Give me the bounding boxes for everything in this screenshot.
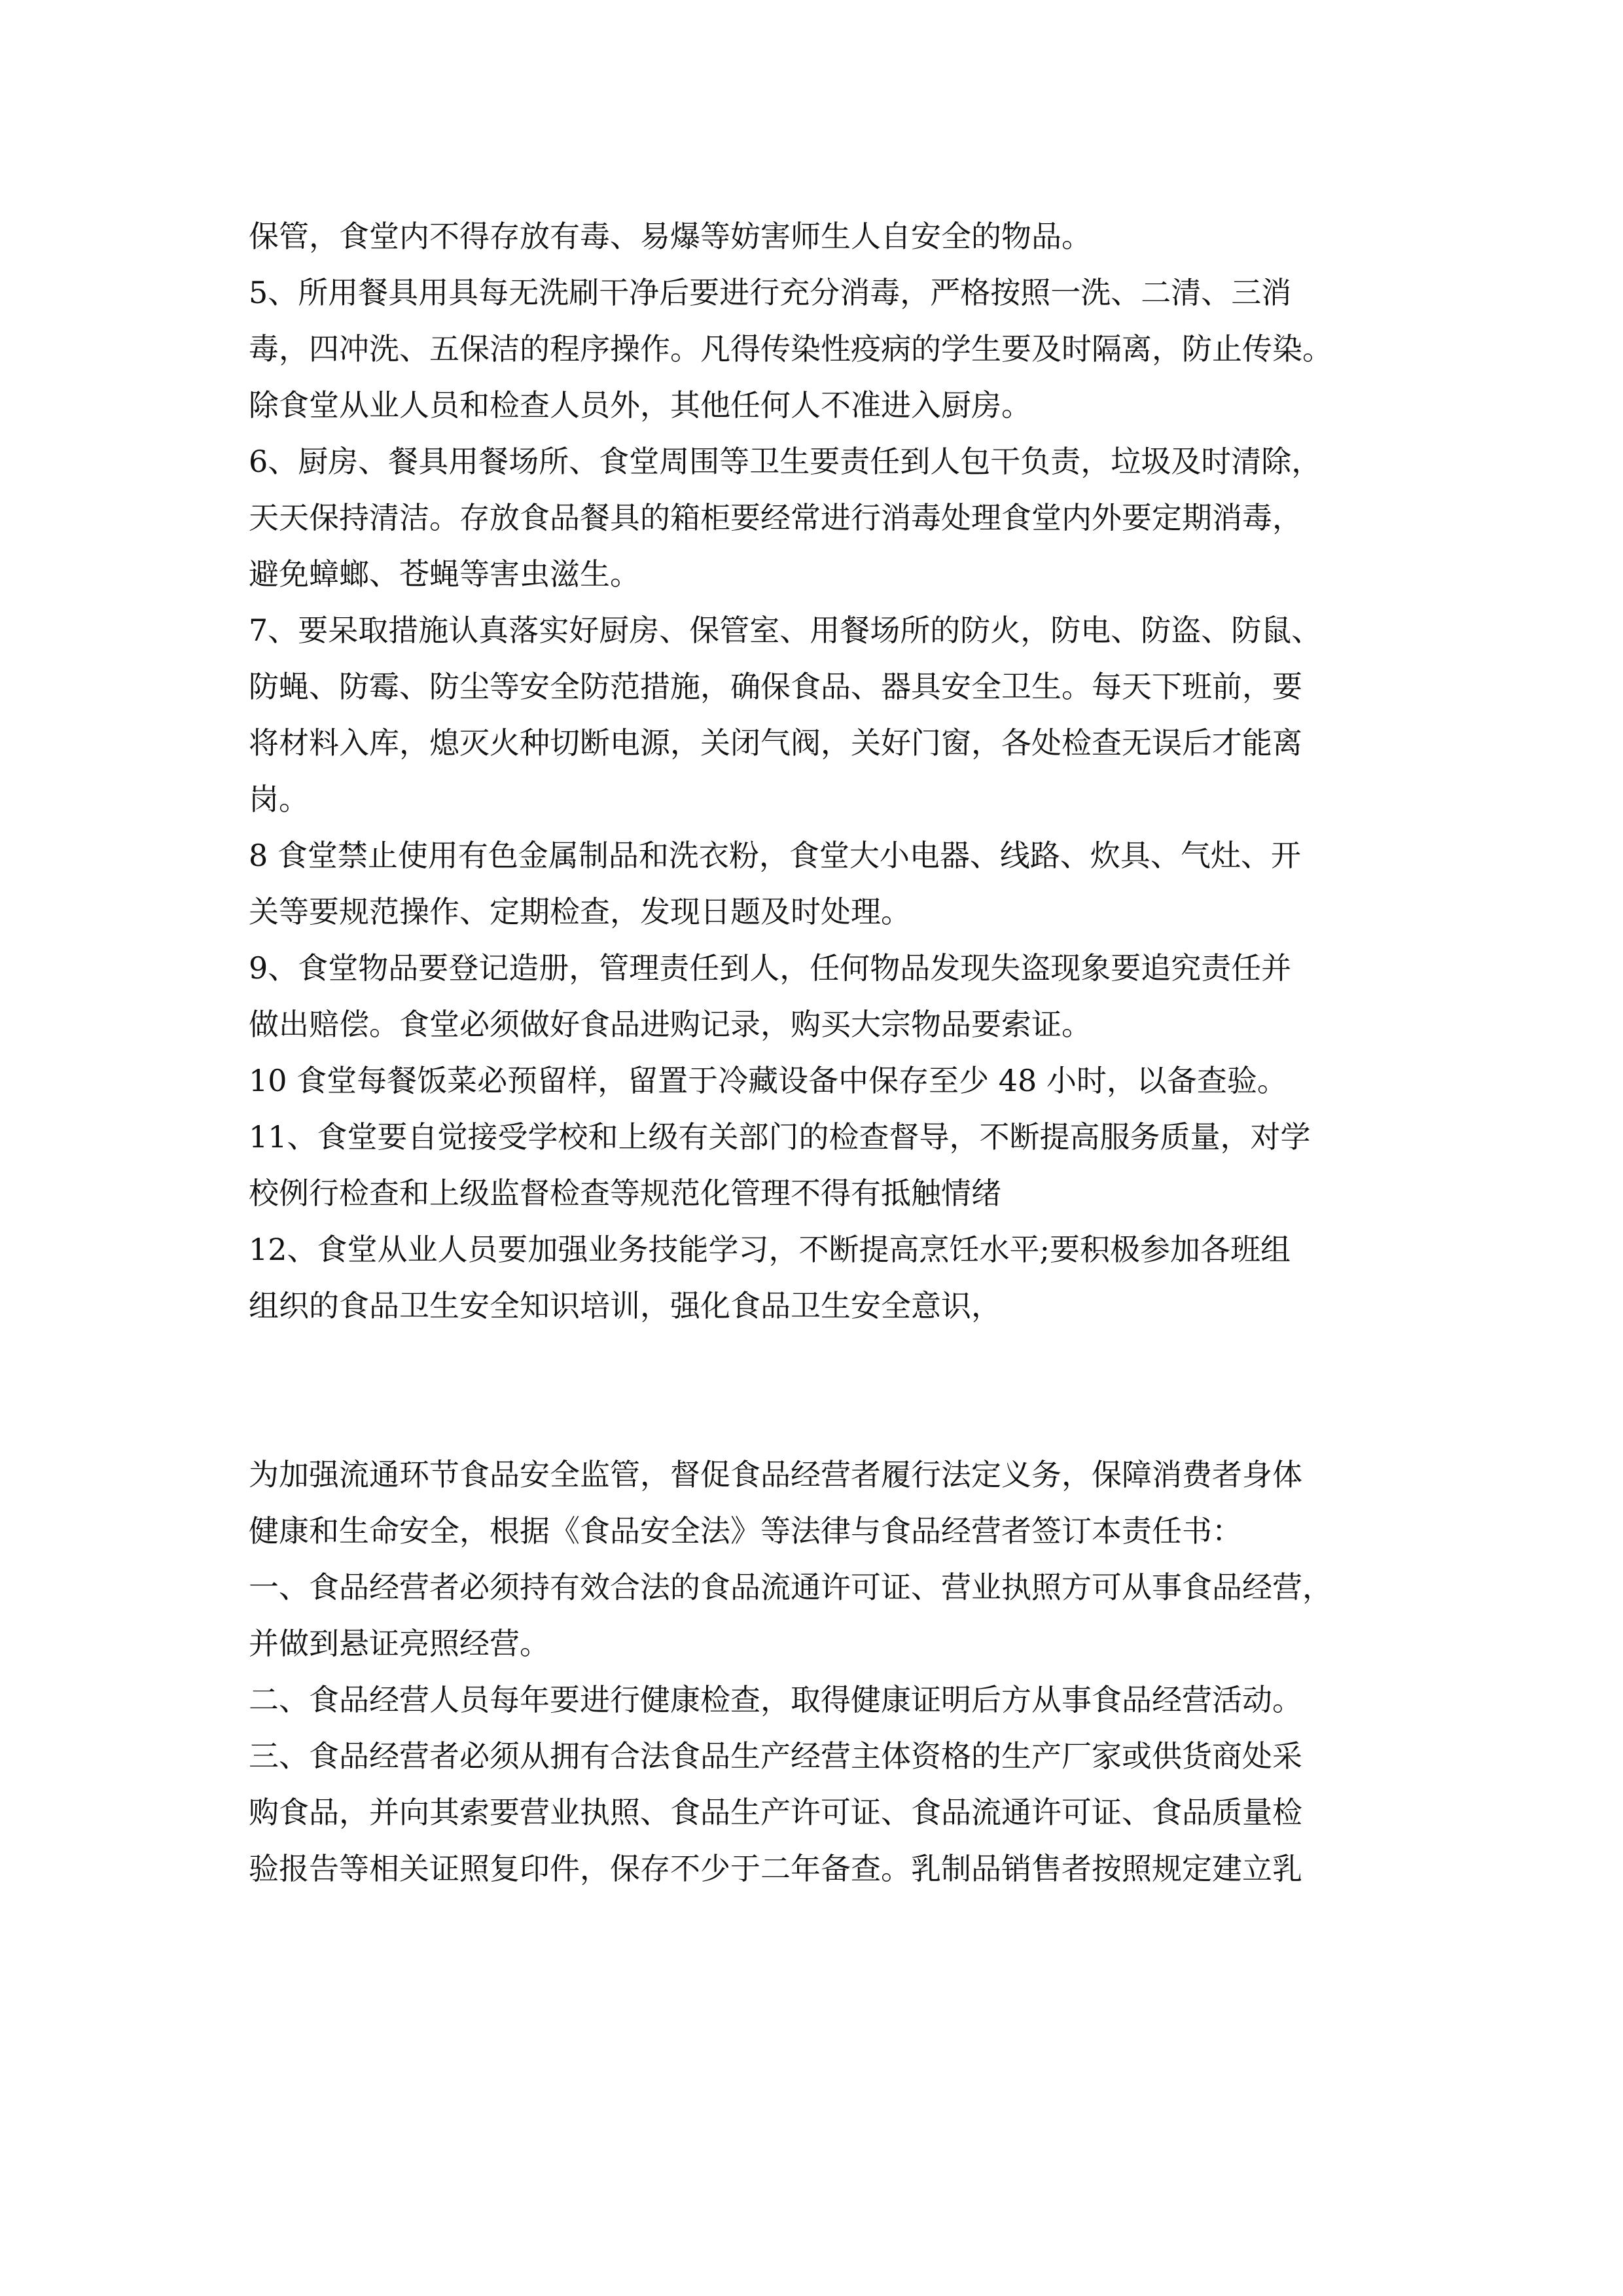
text-line: 组织的食品卫生安全知识培训，强化食品卫生安全意识， <box>249 1288 1001 1323</box>
text-line: 11、食堂要自觉接受学校和上级有关部门的检查督导，不断提高服务质量，对学 <box>249 1119 1311 1155</box>
text-line: 购食品，并向其索要营业执照、食品生产许可证、食品流通许可证、食品质量检 <box>249 1795 1302 1830</box>
text-line: 除食堂从业人员和检查人员外，其他任何人不准进入厨房。 <box>249 387 1031 423</box>
text-line: 岗。 <box>249 781 309 817</box>
canteen-rules-section <box>249 208 1387 1334</box>
paragraph-gap <box>249 1334 1387 1446</box>
document-body <box>249 208 1387 1897</box>
text-line: 8 食堂禁止使用有色金属制品和洗衣粉，食堂大小电器、线路、炊具、气灶、开 <box>249 838 1301 873</box>
text-line: 毒，四冲洗、五保洁的程序操作。凡得传染性疫病的学生要及时隔离，防止传染。 <box>249 331 1332 367</box>
text-line: 避免蟑螂、苍蝇等害虫滋生。 <box>249 556 640 592</box>
responsibility-letter-section <box>249 1446 1387 1897</box>
text-line: 一、食品经营者必须持有效合法的食品流通许可证、营业执照方可从事食品经营， <box>249 1570 1332 1605</box>
text-line: 为加强流通环节食品安全监管，督促食品经营者履行法定义务，保障消费者身体 <box>249 1457 1302 1492</box>
text-line: 将材料入库，熄灭火种切断电源，关闭气阀，关好门窗，各处检查无误后才能离 <box>249 725 1302 761</box>
text-line: 三、食品经营者必须从拥有合法食品生产经营主体资格的生产厂家或供货商处采 <box>249 1738 1302 1774</box>
text-line: 7、要呆取措施认真落实好厨房、保管室、用餐场所的防火，防电、防盗、防鼠、 <box>249 613 1322 648</box>
text-line: 12、食堂从业人员要加强业务技能学习，不断提高烹饪水平;要积极参加各班组 <box>249 1232 1291 1267</box>
text-line: 天天保持清洁。存放食品餐具的箱柜要经常进行消毒处理食堂内外要定期消毒， <box>249 500 1302 535</box>
text-line: 校例行检查和上级监督检查等规范化管理不得有抵触情绪 <box>249 1175 1001 1211</box>
text-line: 关等要规范操作、定期检查，发现日题及时处理。 <box>249 894 911 929</box>
text-line: 5、所用餐具用具每无洗刷干净后要进行充分消毒，严格按照一洗、二清、三消 <box>249 275 1292 310</box>
text-line: 保管，食堂内不得存放有毒、易爆等妨害师生人自安全的物品。 <box>249 219 1092 254</box>
text-line: 防蝇、防霉、防尘等安全防范措施，确保食品、器具安全卫生。每天下班前，要 <box>249 669 1302 704</box>
text-line: 二、食品经营人员每年要进行健康检查，取得健康证明后方从事食品经营活动。 <box>249 1682 1302 1717</box>
text-line: 10 食堂每餐饭菜必预留样，留置于冷藏设备中保存至少 48 小时，以备查验。 <box>249 1063 1287 1098</box>
text-line: 9、食堂物品要登记造册，管理责任到人，任何物品发现失盗现象要追究责任并 <box>249 950 1292 986</box>
text-line: 并做到悬证亮照经营。 <box>249 1626 550 1661</box>
text-line: 做出赔偿。食堂必须做好食品进购记录，购买大宗物品要索证。 <box>249 1007 1092 1042</box>
text-line: 6、厨房、餐具用餐场所、食堂周围等卫生要责任到人包干负责，垃圾及时清除， <box>249 444 1322 479</box>
text-line: 健康和生命安全，根据《食品安全法》等法律与食品经营者签订本责任书： <box>249 1513 1242 1549</box>
text-line: 验报告等相关证照复印件，保存不少于二年备查。乳制品销售者按照规定建立乳 <box>249 1851 1302 1886</box>
